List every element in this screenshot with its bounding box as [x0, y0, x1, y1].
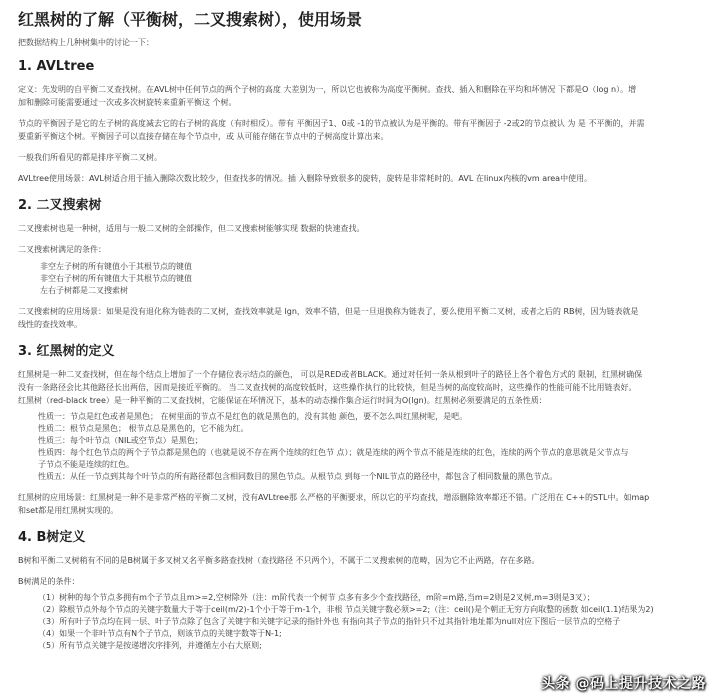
section-heading-bst: 2. 二叉搜索树 [18, 198, 102, 213]
paragraph: 二叉搜索树的应用场景：如果是没有退化称为链表的二叉树，查找效率就是 lgn，效率不错，但是一旦退换称为链表了，要么使用平衡二叉树，或者之后的 RB树，因为链表就是 [18, 307, 639, 316]
section-heading-btree: 4. B树定义 [18, 530, 86, 545]
watermark: 头条 @码上提升技术之路 [541, 676, 706, 692]
section-heading-avltree: 1. AVLtree [18, 59, 95, 74]
bst-conditions-list [18, 261, 702, 297]
paragraph: 定义：先发明的自平衡二叉查找树。在AVL树中任何节点的两个子树的高度 大差别为一，所以它也被称为高度平衡树。查找、插入和删除在平均和坏情况 下都是O（log n）。增 [18, 85, 637, 94]
list-item: • （2）除根节点外每个节点的关键字数量大于等于ceil(m/2)-1个小于等于m-1个，非根 节点关键字数必须>=2;（注：ceil()是个朝正无穷方向取整的函数 如ceil(1.1)结果为2) [38, 604, 702, 616]
list-item: • 性质五：从任一节点到其每个叶节点的所有路径都包含相同数目的黑色节点。从根节点 到每一个NIL节点的路径中，都包含了相同数量的黑色节点。 [38, 471, 702, 483]
paragraph: B树满足的条件： [18, 577, 80, 586]
list-item: 2. 非空右子树的所有键值大于其根节点的键值 [40, 273, 702, 285]
paragraph: 红黑树（red-black tree）是一种平衡的二叉查找树，它能保证在坏情况下，基本的动态操作集合运行时间为O(lgn)。红黑树必须要满足的五条性质： [18, 396, 547, 405]
list-item: • （5）所有节点关键字是按递增次序排列，并遵循左小右大原则; [38, 640, 702, 652]
intro-text: 把数据结构上几种树集中的讨论一下： [18, 38, 154, 47]
list-item: • （1）树种的每个节点多拥有m个子节点且m>=2,空树除外（注：m阶代表一个树节 点多有多少个查找路径，m阶=m路,当m=2则是2叉树,m=3则是3叉）； [38, 592, 702, 604]
paragraph: 加和删除可能需要通过一次或多次树旋转来重新平衡这 个树。 [18, 98, 237, 107]
list-item: • （4）如果一个非叶节点有N个子节点，则该节点的关键字数等于N-1; [38, 628, 702, 640]
paragraph: 和set都是用红黑树实现的。 [18, 506, 119, 515]
paragraph: 一般我们所看见的都是排序平衡二叉树。 [18, 153, 162, 162]
paragraph: 节点的平衡因子是它的左子树的高度减去它的右子树的高度（有时相反）。带有 平衡因子1、0或 -1的节点被认为是平衡的。带有平衡因子 -2或2的节点被认 为 是 不平衡的，并需 [18, 119, 645, 128]
list-item-line: 子节点不能是连续的红色。 [38, 460, 134, 469]
btree-conditions-list [18, 592, 702, 652]
rbtree-properties-list [18, 411, 702, 483]
list-item: • 性质一：节点是红色或者是黑色； 在树里面的节点不是红色的就是黑色的，没有其他 颜色，要不怎么叫红黑树呢，是吧。 [38, 411, 702, 423]
section-heading-rbtree: 3. 红黑树的定义 [18, 344, 115, 359]
paragraph: 二叉搜索树满足的条件： [18, 245, 106, 254]
list-item: • （3）所有叶子节点均在同一层、叶子节点除了包含了关键字和关键字记录的指针外也 有指向其子节点的指针只不过其指针地址都为null对应下图后一层节点的空格子 [38, 616, 702, 628]
paragraph: 红黑树是一种二叉查找树，但在每个结点上增加了一个存储位表示结点的颜色， 可以是RED或者BLACK。通过对任何一条从根到叶子的路径上各个着色方式的 限制，红黑树确保 [18, 370, 643, 379]
paragraph: 红黑树的应用场景：红黑树是一种不是非常严格的平衡二叉树，没有AVLtree那 么严格的平衡要求，所以它的平均查找，增添删除效率都还不错。广泛用在 C++的STL中。如map [18, 493, 650, 502]
paragraph: 线性的查找效率。 [18, 320, 82, 329]
paragraph: 要重新平衡这个树。平衡因子可以直接存储在每个节点中，或 从可能存储在节点中的子树高度计算出来。 [18, 132, 389, 141]
list-item: • 性质二：根节点是黑色； 根节点总是黑色的，它不能为红。 [38, 423, 702, 435]
list-item-line: 性质四：每个红色节点的两个子节点都是黑色的（也就是说不存在两个连续的红色节 点）；就是连续的两个节点不能是连续的红色，连续的两个节点的意思就是父节点与 [38, 448, 629, 457]
paragraph: AVLtree使用场景：AVL树适合用于插入删除次数比较少，但查找多的情况。插 入删除导致很多的旋转，旋转是非常耗时的。AVL 在linux内核的vm area中使用。 [18, 174, 593, 183]
list-item [38, 447, 702, 471]
list-item: 1. 非空左子树的所有键值小于其根节点的键值 [40, 261, 702, 273]
page-title: 红黑树的了解（平衡树，二叉搜索树），使用场景 [18, 10, 363, 29]
list-item: 3. 左右子树都是二叉搜索树 [40, 285, 702, 297]
paragraph: 二叉搜索树也是一种树，适用与一般二叉树的全部操作，但二叉搜索树能够实现 数据的快速查找。 [18, 224, 365, 233]
paragraph: 没有一条路径会比其他路径长出两倍，因而是接近平衡的。 当二叉查找树的高度较低时，这些操作执行的比较快，但是当树的高度较高时，这些操作的性能可能不比用链表好。 [18, 383, 637, 392]
list-item: • 性质三：每个叶节点（NIL或空节点）是黑色； [38, 435, 702, 447]
paragraph: B树和平衡二叉树稍有不同的是B树属于多叉树又名平衡多路查找树（查找路径 不只两个），不属于二叉搜索树的范畴，因为它不止两路，存在多路。 [18, 556, 540, 565]
